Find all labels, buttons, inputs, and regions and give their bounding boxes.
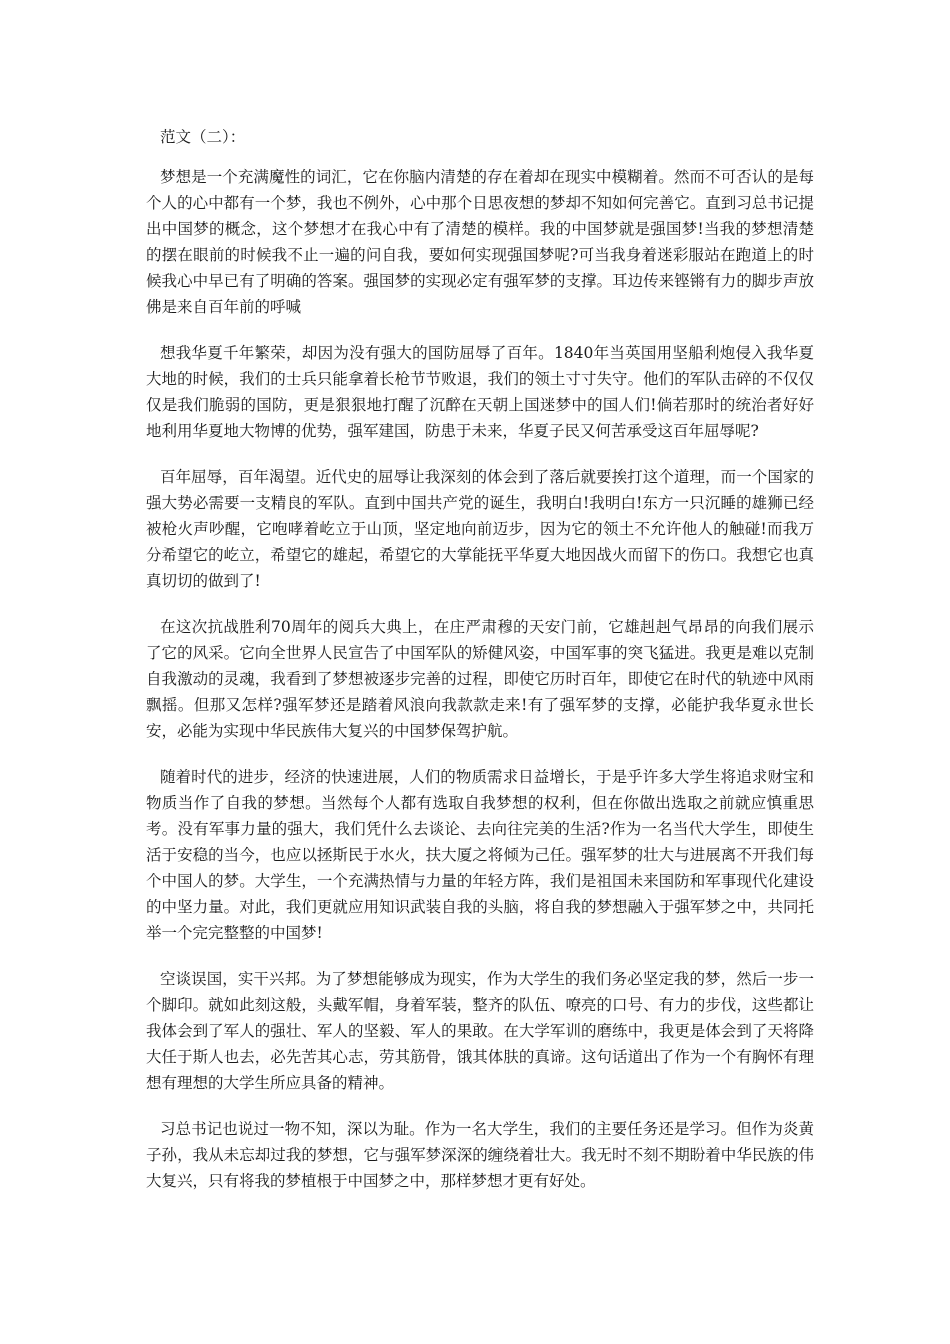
paragraph-3: 百年屈辱，百年渴望。近代史的屈辱让我深刻的体会到了落后就要挨打这个道理，而一个国家的强大势必需要一支精良的军队。直到中国共产党的诞生，我明白!我明白!东方一只沉睡的雄狮已经被枪火声吵醒，它咆哮着屹立于山顶，坚定地向前迈步，因为它的领土不允许他人的触碰!而我万分希望它的屹立，希望它的雄起，希望它的大掌能抚平华夏大地因战火而留下的伤口。我想它也真真切切的做到了!: [146, 468, 814, 590]
paragraph-1: 梦想是一个充满魔性的词汇，它在你脑内清楚的存在着却在现实中模糊着。然而不可否认的是每个人的心中都有一个梦，我也不例外，心中那个日思夜想的梦却不知如何完善它。直到习总书记提出中国梦的概念，这个梦想才在我心中有了清楚的模样。我的中国梦就是强国梦!当我的梦想清楚的摆在眼前的时候我不止一遍的问自我，要如何实现强国梦呢?可当我身着迷彩服站在跑道上的时候我心中早已有了明确的答案。强国梦的实现必定有强军梦的支撑。耳边传来铿锵有力的脚步声放佛是来自百年前的呼喊: [146, 168, 814, 316]
paragraph-5: 随着时代的进步，经济的快速进展，人们的物质需求日益增长，于是乎许多大学生将追求财宝和物质当作了自我的梦想。当然每个人都有选取自我梦想的权利，但在你做出选取之前就应慎重思考。没有军事力量的强大，我们凭什么去谈论、去向往完美的生活?作为一名当代大学生，即使生活于安稳的当今，也应以拯斯民于水火，扶大厦之将倾为己任。强军梦的壮大与进展离不开我们每个中国人的梦。大学生，一个充满热情与力量的年轻方阵，我们是祖国未来国防和军事现代化建设的中坚力量。对此，我们更就应用知识武装自我的头脑，将自我的梦想融入于强军梦之中，共同托举一个完完整整的中国梦!: [146, 768, 814, 942]
paragraph-6: 空谈误国，实干兴邦。为了梦想能够成为现实，作为大学生的我们务必坚定我的梦，然后一步一个脚印。就如此刻这般，头戴军帽，身着军装，整齐的队伍、嘹亮的口号、有力的步伐，这些都让我体会到了军人的强壮、军人的坚毅、军人的果敢。在大学军训的磨练中，我更是体会到了天将降大任于斯人也去，必先苦其心志，劳其筋骨，饿其体肤的真谛。这句话道出了作为一个有胸怀有理想有理想的大学生所应具备的精神。: [146, 970, 814, 1092]
paragraph-7: 习总书记也说过一物不知，深以为耻。作为一名大学生，我们的主要任务还是学习。但作为炎黄子孙，我从未忘却过我的梦想，它与强军梦深深的缠绕着壮大。我无时不刻不期盼着中华民族的伟大复兴，只有将我的梦植根于中国梦之中，那样梦想才更有好处。: [146, 1120, 814, 1190]
document-heading: 范文（二）：: [160, 128, 246, 146]
paragraph-4: 在这次抗战胜利70周年的阅兵大典上，在庄严肃穆的天安门前，它雄赳赳气昂昂的向我们展示了它的风采。它向全世界人民宣告了中国军队的矫健风姿，中国军事的突飞猛进。我更是难以克制自我激动的灵魂，我看到了梦想被逐步完善的过程，即使它历时百年，即使它在时代的轨迹中风雨飘摇。但那又怎样?强军梦还是踏着风浪向我款款走来!有了强军梦的支撑，必能护我华夏永世长安，必能为实现中华民族伟大复兴的中国梦保驾护航。: [146, 618, 814, 740]
document-body: [146, 124, 814, 1214]
paragraph-2: 想我华夏千年繁荣，却因为没有强大的国防屈辱了百年。1840年当英国用坚船利炮侵入我华夏大地的时候，我们的士兵只能拿着长枪节节败退，我们的领土寸寸失守。他们的军队击碎的不仅仅仅是我们脆弱的国防，更是狠狠地打醒了沉醉在天朝上国迷梦中的国人们!倘若那时的统治者好好地利用华夏地大物博的优势，强军建国，防患于未来，华夏子民又何苦承受这百年屈辱呢?: [146, 344, 814, 440]
